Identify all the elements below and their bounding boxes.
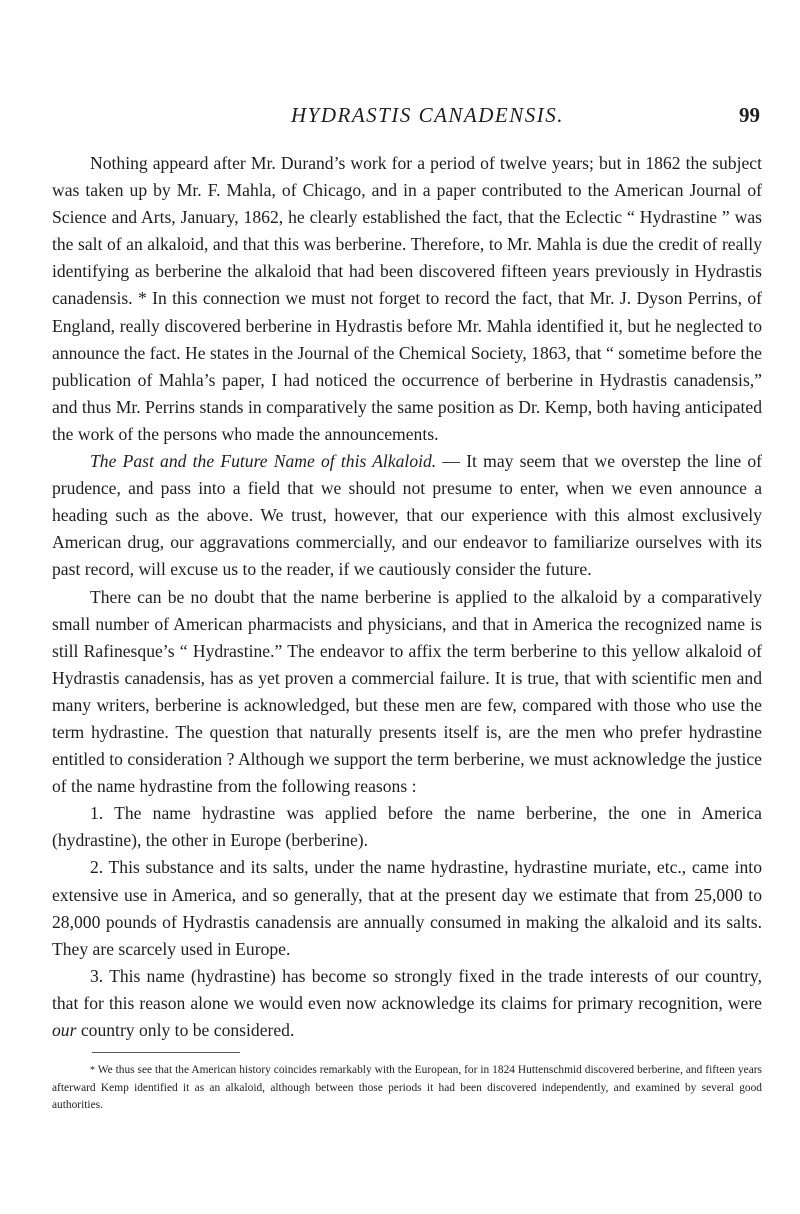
paragraph-text: — It may seem that we overstep the line of prudence, and pass into a field that we should not presume to enter, when we even announce a heading such as the above. We trust, however, that our experience with this almost exclusively American drug, our aggravations commercially, and our endeavor to familiarize ourselves with its past record, will excuse us to the reader, if we cautiously consider the future. — [52, 451, 762, 580]
page-number: 99 — [739, 103, 760, 127]
paragraph-name-usage: There can be no doubt that the name berberine is applied to the alkaloid by a comparatively small number of American pharmacists and physicians, and that in America the recognized name is still Rafinesque’s “ Hydrastine.” The endeavor to affix the term berberine to this yellow alkaloid of Hydrastis canadensis, has as yet proven a commercial failure. It is true, that with scientific men and many writers, berberine is acknowledged, but these men are few, compared with those who use the term hydrastine. The question that naturally presents itself is, are the men who prefer hydrastine entitled to consideration ? Although we support the term berberine, we must acknowledge the justice of the name hydrastine from the following reasons : — [52, 586, 762, 797]
reason-text-start: 3. This name (hydrastine) has become so strongly fixed in the trade interests of our country, that for this reason alone we would even now acknowledge its claims for primary recognition, were — [52, 965, 762, 1013]
reason-3 — [52, 963, 762, 1044]
reason-1: 1. The name hydrastine was applied before the name berberine, the one in America (hydrastine), the other in Europe (berberine). — [52, 803, 762, 851]
footnote-rule — [92, 1052, 240, 1053]
running-head — [95, 100, 760, 132]
section-heading: The Past and the Future Name of this Alkaloid. — [90, 451, 437, 472]
reason-2: 2. This substance and its salts, under the name hydrastine, hydrastine muriate, etc., came into extensive use in America, and so generally, that at the present day we estimate that from 25,000 to 28,000 pounds of Hydrastis canadensis are annually consumed in making the alkaloid and its salts. They are scarcely used in Europe. — [52, 857, 762, 959]
paragraph-past-future — [52, 448, 762, 583]
running-title: HYDRASTIS CANADENSIS. — [291, 103, 564, 127]
footnote-text: We thus see that the American history coincides remarkably with the European, for in 1824 Huttenschmid discovered berberine, and fifteen years afterward Kemp identified it as an alkaloid, although between those periods it had been discovered independently, and examined by several good authorities. — [52, 1064, 762, 1111]
emphasis-our: our — [52, 1020, 77, 1040]
paragraph-mahla: Nothing appeard after Mr. Durand’s work for a period of twelve years; but in 1862 the subject was taken up by Mr. F. Mahla, of Chicago, and in a paper contributed to the American Journal of Science and Arts, January, 1862, he clearly established the fact, that the Eclectic “ Hydrastine ” was the salt of an alkaloid, and that this was berberine. Therefore, to Mr. Mahla is due the credit of really identifying as berberine the alkaloid that had been discovered fifteen years previously in Hydrastis canadensis. * In this connection we must not forget to record the fact, that Mr. J. Dyson Perrins, of England, really discovered berberine in Hydrastis before Mr. Mahla identified it, but he neglected to announce the fact. He states in the Journal of the Chemical Society, 1863, that “ sometime before the publication of Mahla’s paper, I had noticed the occurrence of berberine in Hydrastis canadensis,” and thus Mr. Perrins stands in comparatively the same position as Dr. Kemp, both having anticipated the work of the persons who made the announcements. — [52, 153, 762, 444]
body-text — [52, 150, 762, 1044]
reason-text-end: country only to be considered. — [80, 1020, 295, 1040]
footnote-marker: * — [90, 1065, 95, 1076]
footnote — [52, 1062, 762, 1115]
